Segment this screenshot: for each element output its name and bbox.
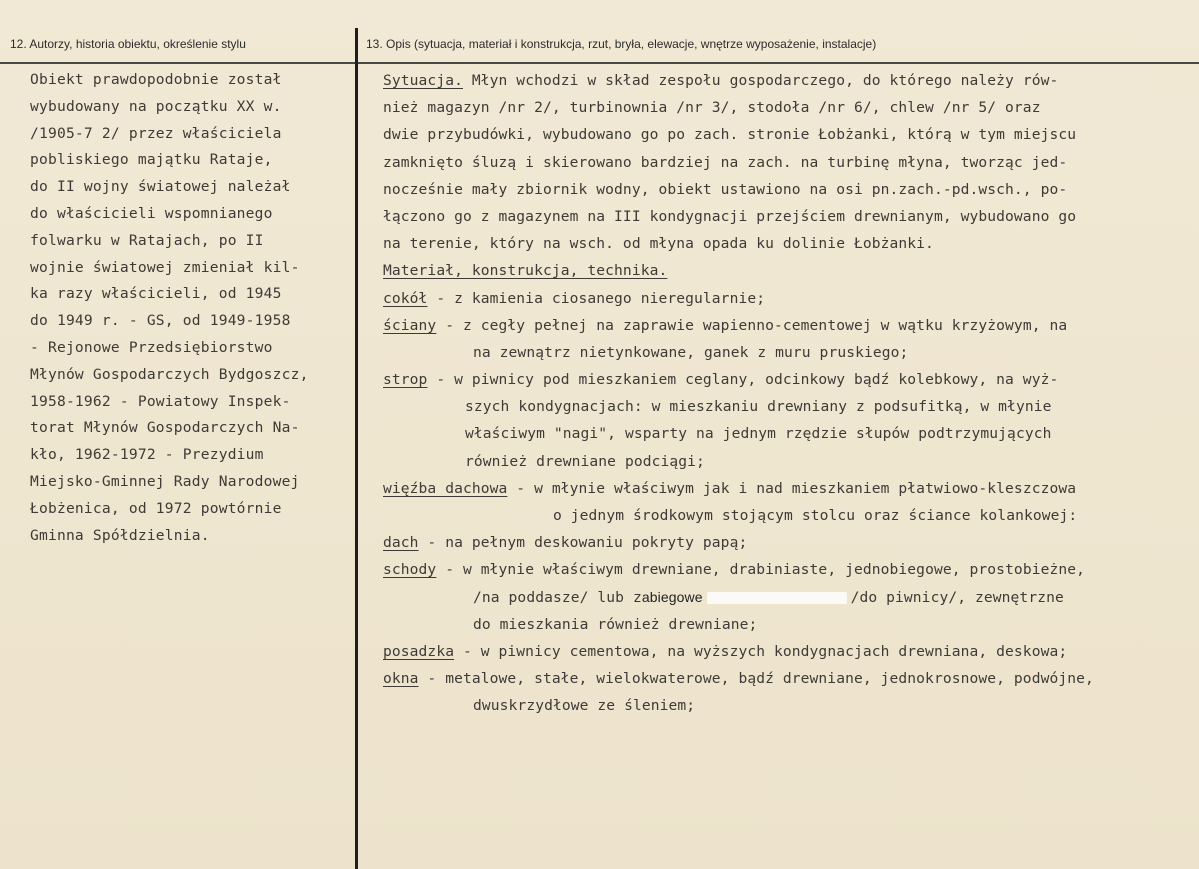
strop-line: również drewniane podciągi; [465, 452, 705, 470]
posadzka-text: - w piwnicy cementowa, na wyższych kondygnacjach drewniana, deskowa; [454, 642, 1068, 660]
history-line: kło, 1962-1972 - Prezydium [30, 446, 264, 464]
history-line: torat Młynów Gospodarczych Na- [30, 419, 300, 437]
schody-line [383, 584, 1193, 611]
history-line: Obiekt prawdopodobnie został [30, 71, 282, 88]
sytuacja-line: zamknięto śluzą i skierowano bardziej na zach. na turbinę młyna, tworząc jed- [383, 153, 1068, 171]
schody-line: do mieszkania również drewniane; [473, 615, 758, 633]
sytuacja-line: dwie przybudówki, wybudowano go po zach. stronie Łobżanki, którą w tym miejscu [383, 126, 1077, 144]
history-line: ka razy właścicieli, od 1945 [30, 285, 282, 303]
okna-label: okna [383, 670, 419, 688]
sytuacja-line: nież magazyn /nr 2/, turbinownia /nr 3/, stodoła /nr 6/, chlew /nr 5/ oraz [383, 99, 1041, 117]
history-line: Miejsko-Gminnej Rady Narodowej [30, 472, 300, 490]
posadzka-label: posadzka [383, 642, 455, 660]
sciany-label: ściany [383, 316, 437, 334]
dach-label: dach [383, 534, 419, 552]
material-heading-line [383, 257, 1193, 284]
sytuacja-line: nocześnie mały zbiornik wodny, obiekt ustawiono na osi pn.zach.-pd.wsch., po- [383, 180, 1068, 198]
schody-text: /na poddasze/ lub z [473, 588, 642, 606]
sciany-line: na zewnątrz nietynkowane, ganek z muru pruskiego; [473, 343, 909, 361]
cokol-text: - z kamienia ciosanego nieregularnie; [427, 289, 766, 307]
schody-label: schody [383, 561, 437, 579]
okna-line [383, 665, 1193, 692]
wiezba-line [383, 475, 1193, 502]
schody-text: - w młynie właściwym drewniane, drabiniaste, jednobiegowe, prostobieżne, [436, 561, 1086, 579]
schody-text: /do piwnicy/, zewnętrzne [850, 588, 1064, 606]
strop-text: - w piwnicy pod mieszkaniem ceglany, odcinkowy bądź kolebkowy, na wyż- [427, 371, 1059, 389]
history-line: wybudowany na początku XX w. [30, 97, 282, 115]
okna-line: dwuskrzydłowe ze śleniem; [473, 697, 696, 715]
left-column-header: 12. Autorzy, historia obiektu, określenie stylu [10, 37, 246, 51]
sytuacja-text: Młyn wchodzi w skład zespołu gospodarczego, do którego należy rów- [462, 72, 1059, 89]
strop-line: szych kondygnacjach: w mieszkaniu drewniany z podsufitką, w młynie [465, 398, 1052, 416]
wiezba-label: więźba dachowa [383, 479, 508, 497]
history-line: - Rejonowe Przedsiębiorstwo [30, 338, 273, 356]
cokol-label: cokół [383, 289, 428, 307]
cokol-line [383, 285, 1193, 312]
strop-line [383, 366, 1193, 393]
material-heading: Materiał, konstrukcja, technika. [383, 262, 668, 280]
sytuacja-heading: Sytuacja. [383, 72, 463, 89]
strop-label: strop [383, 371, 428, 389]
history-line: Łobżenica, od 1972 powtórnie [30, 499, 282, 517]
history-line: Gminna Spółdzielnia. [30, 526, 210, 544]
history-line: /1905-7 2/ przez właściciela [30, 124, 282, 142]
posadzka-line [383, 638, 1193, 665]
redaction-mark [707, 592, 847, 604]
sytuacja-line: na terenie, który na wsch. od młyna opada ku dolinie Łobżanki. [383, 235, 934, 253]
sciany-text: - z cegły pełnej na zaprawie wapienno-cementowej w wątku krzyżowym, na [436, 316, 1068, 334]
okna-text: - metalowe, stałe, wielokwaterowe, bądź drewniane, jednokrosnowe, podwójne, [418, 670, 1094, 688]
history-line: Młynów Gospodarczych Bydgoszcz, [30, 365, 309, 383]
history-line: 1958-1962 - Powiatowy Inspek- [30, 392, 291, 410]
sciany-line [383, 312, 1193, 339]
sytuacja-line: łączono go z magazynem na III kondygnacji przejściem drewnianym, wybudowano go [383, 207, 1077, 225]
history-line: do II wojny światowej należał [30, 178, 291, 196]
right-column-header: 13. Opis (sytuacja, materiał i konstrukcja, rzut, bryła, elewacje, wnętrze wyposażenie, instalacje) [366, 37, 877, 51]
history-line: wojnie światowej zmieniał kil- [30, 258, 300, 276]
dach-line [383, 529, 1193, 556]
column-divider [355, 28, 358, 869]
strop-line: właściwym "nagi", wsparty na jednym rzędzie słupów podtrzymujących [465, 425, 1052, 443]
history-line: folwarku w Ratajach, po II [30, 231, 264, 249]
schody-line [383, 556, 1193, 583]
description-text [383, 67, 1193, 720]
wiezba-text: - w młynie właściwym jak i nad mieszkaniem płatwiowo-kleszczowa [507, 479, 1077, 497]
handwritten-correction: abiegowe [641, 588, 703, 605]
wiezba-line: o jednym środkowym stojącym stolcu oraz ściance kolankowej: [553, 507, 1078, 524]
header-divider [0, 62, 1199, 64]
dach-text: - na pełnym deskowaniu pokryty papą; [418, 534, 748, 552]
history-line: do właścicieli wspomnianego [30, 204, 273, 222]
history-text [30, 67, 350, 549]
history-line: do 1949 r. - GS, od 1949-1958 [30, 312, 291, 330]
sytuacja-line [383, 67, 1193, 94]
history-line: pobliskiego majątku Rataje, [30, 151, 273, 169]
